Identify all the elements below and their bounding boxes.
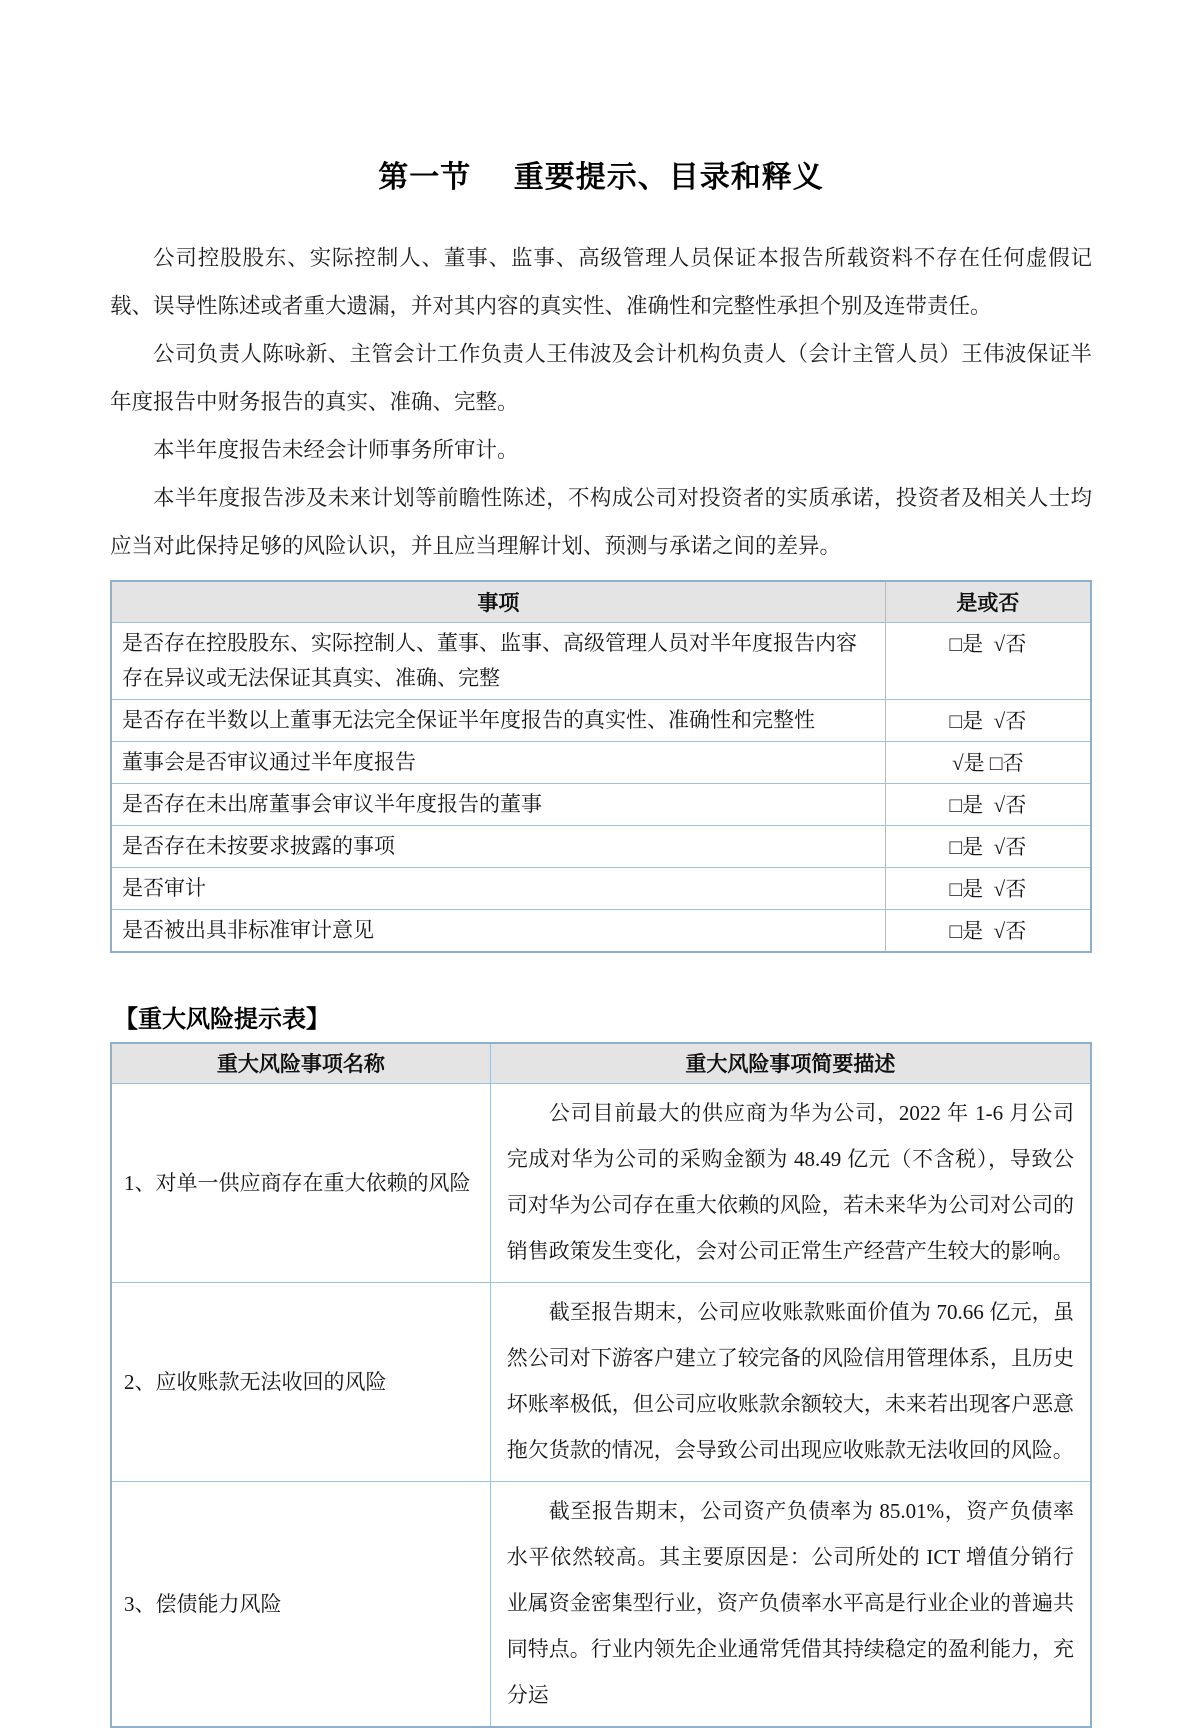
statement-header-item: 事项 (111, 581, 885, 622)
risk-table-heading: 【重大风险提示表】 (114, 999, 1092, 1034)
statement-table-header-row (111, 581, 1091, 622)
risk-table-header-row (111, 1043, 1091, 1084)
statement-row (111, 741, 1091, 783)
statement-header-yesno: 是或否 (885, 581, 1091, 622)
risk-table (110, 1042, 1092, 1728)
risk-header-desc: 重大风险事项简要描述 (490, 1043, 1091, 1084)
risk-desc-cell (490, 1084, 1091, 1283)
statement-item-cell: 是否存在半数以上董事无法完全保证半年度报告的真实性、准确性和完整性 (111, 699, 885, 741)
statement-row (111, 867, 1091, 909)
paragraph-disclaimer: 公司控股股东、实际控制人、董事、监事、高级管理人员保证本报告所载资料不存在任何虚假记载、误导性陈述或者重大遗漏，并对其内容的真实性、准确性和完整性承担个别及连带责任。 (110, 234, 1092, 330)
paragraph-unaudited: 本半年度报告未经会计师事务所审计。 (110, 426, 1092, 474)
statement-item-cell: 是否被出具非标准审计意见 (111, 909, 885, 952)
paragraph-responsible-persons: 公司负责人陈咏新、主管会计工作负责人王伟波及会计机构负责人（会计主管人员）王伟波保证半年度报告中财务报告的真实、准确、完整。 (110, 330, 1092, 426)
risk-desc-text: 截至报告期末，公司资产负债率为 85.01%，资产负债率水平依然较高。其主要原因是：公司所处的 ICT 增值分销行业属资金密集型行业，资产负债率水平高是行业企业的普遍共同特点。行业内领先企业通常凭借其持续稳定的盈利能力，充分运 (507, 1488, 1074, 1718)
risk-name-cell: 1、对单一供应商存在重大依赖的风险 (111, 1084, 490, 1283)
section-title: 第一节 重要提示、目录和释义 (110, 152, 1092, 196)
statement-table (110, 580, 1092, 953)
risk-name-cell: 3、偿债能力风险 (111, 1482, 490, 1728)
statement-answer-cell: □是 √否 (885, 867, 1091, 909)
risk-row (111, 1283, 1091, 1482)
risk-desc-cell (490, 1482, 1091, 1728)
statement-item-cell: 是否存在未出席董事会审议半年度报告的董事 (111, 783, 885, 825)
statement-row (111, 622, 1091, 699)
statement-item-cell: 是否审计 (111, 867, 885, 909)
risk-desc-text: 截至报告期末，公司应收账款账面价值为 70.66 亿元，虽然公司对下游客户建立了较完备的风险信用管理体系，且历史坏账率极低，但公司应收账款余额较大，未来若出现客户恶意拖欠货款的情况，会导致公司出现应收账款无法收回的风险。 (507, 1289, 1074, 1473)
risk-name-cell: 2、应收账款无法收回的风险 (111, 1283, 490, 1482)
statement-answer-cell: □是 √否 (885, 783, 1091, 825)
statement-answer-cell: □是 √否 (885, 622, 1091, 699)
risk-desc-cell (490, 1283, 1091, 1482)
statement-row (111, 699, 1091, 741)
statement-item-cell: 是否存在控股股东、实际控制人、董事、监事、高级管理人员对半年度报告内容存在异议或无法保证其真实、准确、完整 (111, 622, 885, 699)
statement-answer-cell: □是 √否 (885, 909, 1091, 952)
risk-desc-text: 公司目前最大的供应商为华为公司，2022 年 1-6 月公司完成对华为公司的采购金额为 48.49 亿元（不含税），导致公司对华为公司存在重大依赖的风险，若未来华为公司对公司的销售政策发生变化，会对公司正常生产经营产生较大的影响。 (507, 1090, 1074, 1274)
paragraph-forward-looking: 本半年度报告涉及未来计划等前瞻性陈述，不构成公司对投资者的实质承诺，投资者及相关人士均应当对此保持足够的风险认识，并且应当理解计划、预测与承诺之间的差异。 (110, 474, 1092, 570)
statement-answer-cell: □是 √否 (885, 699, 1091, 741)
statement-item-cell: 董事会是否审议通过半年度报告 (111, 741, 885, 783)
risk-header-name: 重大风险事项名称 (111, 1043, 490, 1084)
statement-row (111, 909, 1091, 952)
statement-row (111, 825, 1091, 867)
statement-answer-cell: □是 √否 (885, 825, 1091, 867)
statement-item-cell: 是否存在未按要求披露的事项 (111, 825, 885, 867)
risk-row (111, 1084, 1091, 1283)
statement-row (111, 783, 1091, 825)
statement-answer-cell: √是 □否 (885, 741, 1091, 783)
risk-row (111, 1482, 1091, 1728)
